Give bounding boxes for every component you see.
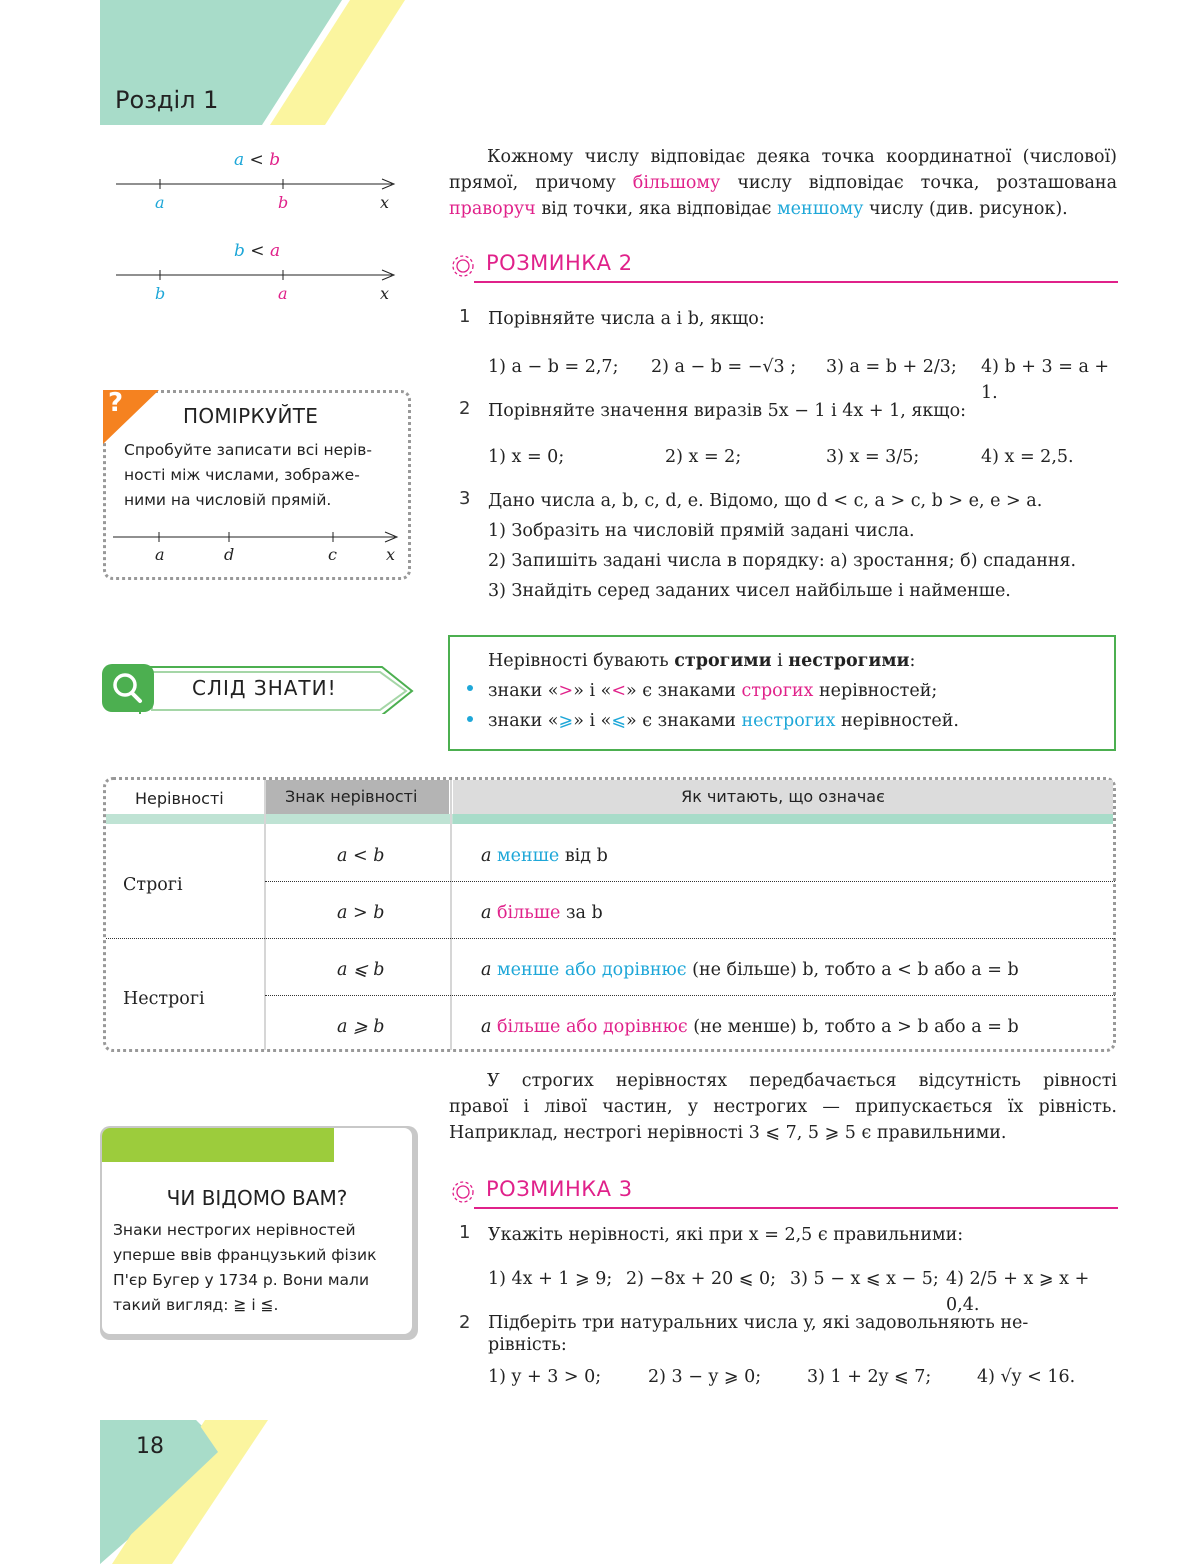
gear-icon bbox=[450, 253, 476, 279]
table-header: Нерівності bbox=[135, 789, 224, 808]
did-you-know-tab bbox=[102, 1128, 334, 1162]
did-you-know-text: Знаки нестрогих нерівностей уперше ввів французький фізик П'єр Бугер у 1734 р. Вони мали такий вигляд: ≧ і ≦. bbox=[113, 1221, 377, 1314]
think-box-title: ПОМІРКУЙТЕ bbox=[183, 404, 319, 428]
relation-label: b < a bbox=[234, 241, 281, 261]
intro-paragraph: Кожному числу відповідає деяка точка координатної (числової) прямої, причому більшому числу відповідає точка, розташована праворуч від точки, яка відповідає меншому числу (див. рисунок). bbox=[449, 147, 1117, 219]
group-label: Нестрогі bbox=[123, 989, 205, 1009]
page-number: 18 bbox=[136, 1434, 164, 1459]
gear-icon bbox=[450, 1179, 476, 1205]
col-divider bbox=[450, 780, 452, 1050]
point-label: a bbox=[155, 545, 165, 564]
point-label: a bbox=[155, 193, 165, 212]
axis-label: x bbox=[380, 193, 390, 212]
group-label: Строгі bbox=[123, 875, 183, 895]
sign-cell: a > b bbox=[337, 903, 385, 923]
task-1-items: 1) a − b = 2,7; 2) a − b = −√3 ; 3) a = b + 2/3; 4) b + 3 = a + 1. bbox=[488, 357, 1110, 403]
point-label: a bbox=[278, 284, 288, 303]
meaning-cell: a менше або дорівнює (не більше) b, тобто a < b або a = b bbox=[481, 960, 1019, 980]
sign-cell: a ⩽ b bbox=[337, 960, 385, 980]
number-line-2 bbox=[116, 239, 406, 309]
task-2-items: 1) x = 0; 2) x = 2; 3) x = 3/5; 4) x = 2,5. bbox=[488, 447, 1074, 467]
task-1-items: 1) 4x + 1 ⩾ 9; 2) −8x + 20 ⩽ 0; 3) 5 − x ⩽ x − 5; 4) 2/5 + x ⩾ x + 0,4. bbox=[488, 1269, 1090, 1315]
know-line-1: Нерівності бувають строгими і нестрогими: bbox=[488, 651, 916, 671]
point-label: x bbox=[386, 545, 396, 564]
number-line-1 bbox=[116, 148, 406, 218]
question-icon: ? bbox=[108, 388, 124, 418]
axis-label: x bbox=[380, 284, 390, 303]
point-label: c bbox=[328, 545, 337, 564]
warmup-3-heading: РОЗМИНКА 3 bbox=[450, 1175, 1118, 1209]
point-label: d bbox=[224, 545, 235, 564]
point-label: b bbox=[278, 193, 289, 212]
did-you-know-title: ЧИ ВІДОМО ВАМ? bbox=[166, 1186, 348, 1210]
meaning-cell: a більше за b bbox=[481, 903, 603, 923]
after-table-paragraph: У строгих нерівностях передбачається відсутність рівності правої і лівої частин, у нестрогих — припускається їх рівність. Наприклад, нестрогі нерівності 3 ⩽ 7, 5 ⩾ 5 є правильними. bbox=[449, 1071, 1117, 1143]
think-box-text: Спробуйте записати всі нерів- ності між числами, зображе- ними на числовій прямій. bbox=[124, 441, 373, 509]
bullet bbox=[467, 685, 473, 691]
relation-label: a < b bbox=[234, 150, 281, 170]
warmup-2-tasks: 1 Порівняйте числа a і b, якщо: 1) a − b = 2,7; 2) a − b = −√3 ; 3) a = b + 2/3; 4) b + 3 = a + 1. 2 Порівняйте значення виразів 5x − 1 і 4x + 1, якщо: 1) x = 0; 2) x = 2; 3) x = 3/5; 4) x = 2,5. 3 Дано числа a, b, c, d, e. Відомо, що d < c, a > c, b > e, e > a. 1) Зобразіть на числовій прямій задані числа. 2) Запишіть задані числа в порядку: а) зростання; б) спадання. 3) Знайдіть серед заданих чисел найбільше і найменше. bbox=[449, 306, 1117, 604]
col-divider bbox=[264, 780, 266, 1050]
task-2-items: 1) y + 3 > 0; 2) 3 − y ⩾ 0; 3) 1 + 2y ⩽ 7; 4) √y < 16. bbox=[488, 1367, 1076, 1387]
table-header: Як читають, що означає bbox=[681, 787, 885, 806]
bullet bbox=[467, 716, 473, 722]
warmup-3-tasks: 1 Укажіть нерівності, які при x = 2,5 є правильними: 1) 4x + 1 ⩾ 9; 2) −8x + 20 ⩽ 0; 3) 5 − x ⩽ x − 5; 4) 2/5 + x ⩾ x + 0,4. 2 Підберіть три натуральних числа y, які задовольняють не- рівність: 1) y + 3 > 0; 2) 3 − y ⩾ 0; 3) 1 + 2y ⩽ 7; 4) √y < 16. bbox=[449, 1222, 1117, 1394]
know-line-3: знаки «⩾» і «⩽» є знаками нестрогих нерівностей. bbox=[488, 711, 959, 731]
table-header: Знак нерівності bbox=[285, 787, 418, 806]
sign-cell: a ⩾ b bbox=[337, 1017, 385, 1037]
section-title: Розділ 1 bbox=[115, 86, 219, 114]
sign-cell: a < b bbox=[337, 846, 385, 866]
know-line-2: знаки «>» і «<» є знаками строгих нерівностей; bbox=[488, 681, 938, 701]
point-label: b bbox=[155, 284, 166, 303]
warmup-2-heading: РОЗМИНКА 2 bbox=[450, 249, 1118, 283]
meaning-cell: a більше або дорівнює (не менше) b, тобто a > b або a = b bbox=[481, 1017, 1019, 1037]
meaning-cell: a менше від b bbox=[481, 846, 608, 866]
know-label: СЛІД ЗНАТИ! bbox=[192, 676, 337, 700]
